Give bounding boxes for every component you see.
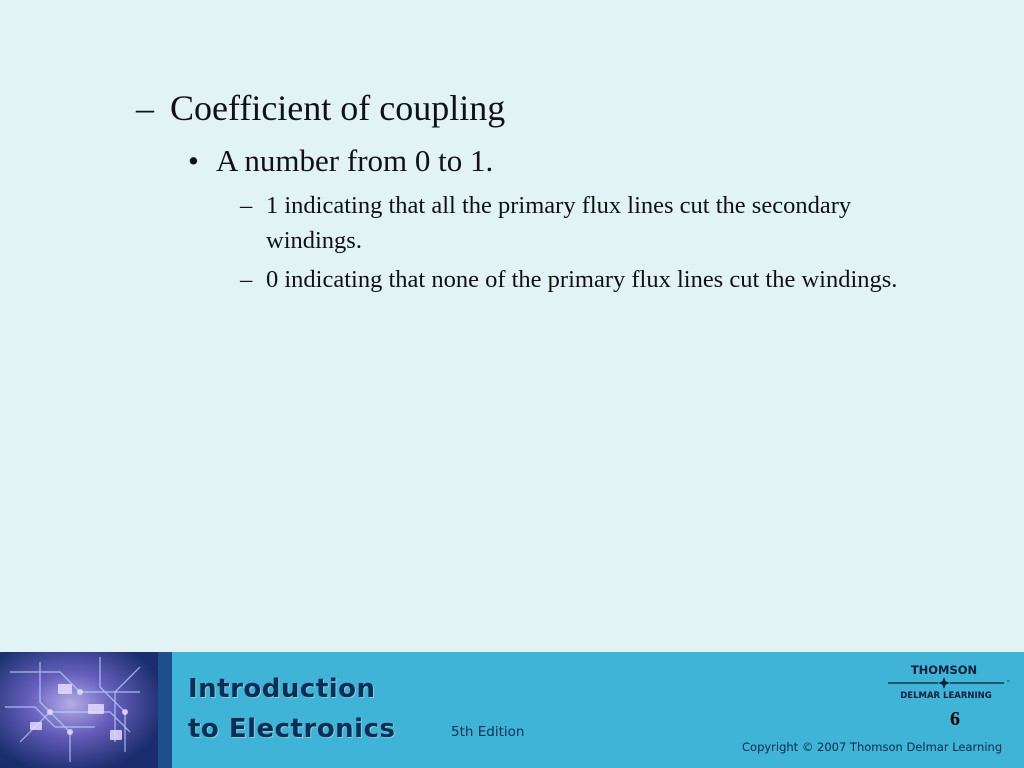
bullet-level3-item bbox=[240, 188, 940, 258]
page-number: 6 bbox=[950, 708, 960, 730]
logo-bottom-text: DELMAR LEARNING bbox=[900, 691, 992, 701]
bullet-text: Coefficient of coupling bbox=[170, 88, 506, 128]
logo-top-text: THOMSON bbox=[910, 663, 978, 677]
edition-label: 5th Edition bbox=[451, 724, 525, 740]
trademark-mark: ™ bbox=[1006, 680, 1011, 686]
bullet-level2 bbox=[188, 142, 493, 180]
bullet-text: 1 indicating that all the primary flux lines cut the secondary windings. bbox=[266, 192, 852, 254]
bullet-text: A number from 0 to 1. bbox=[216, 143, 494, 178]
dash-marker: – bbox=[240, 192, 253, 219]
dash-marker: – bbox=[240, 266, 253, 293]
thomson-delmar-logo bbox=[884, 662, 1012, 702]
copyright-notice: Copyright © 2007 Thomson Delmar Learning bbox=[742, 740, 1003, 754]
bullet-level1 bbox=[136, 86, 505, 130]
bullet-marker: • bbox=[188, 143, 199, 178]
circuit-board-image bbox=[0, 652, 172, 768]
book-title-line2: to Electronics bbox=[188, 714, 396, 744]
dash-marker: – bbox=[136, 88, 154, 128]
footer-band bbox=[0, 652, 1024, 768]
star-icon bbox=[938, 677, 950, 689]
book-title-line1: Introduction bbox=[188, 674, 376, 704]
bullet-text: 0 indicating that none of the primary flux lines cut the windings. bbox=[266, 266, 898, 293]
bullet-level3-item bbox=[240, 262, 940, 297]
